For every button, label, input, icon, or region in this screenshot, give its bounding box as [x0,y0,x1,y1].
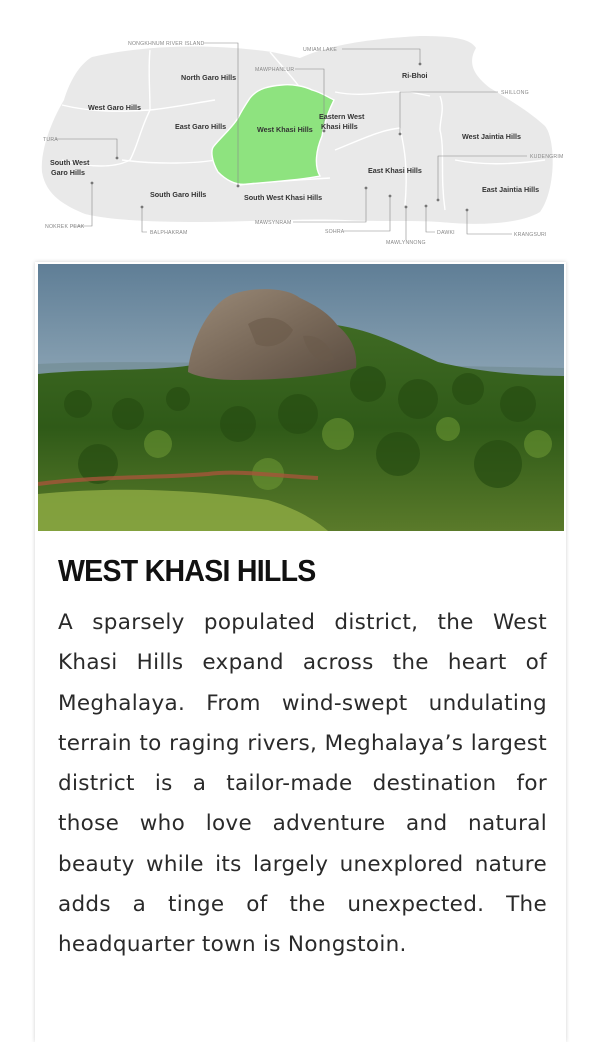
place-label: KRANGSURI [514,232,547,238]
district-label: West Garo Hills [88,103,141,112]
district-label: North Garo Hills [181,73,237,82]
meghalaya-district-map [0,0,597,250]
district-description: A sparsely populated district, the West Khasi Hills expand across the heart of Meghalaya. From wind-swept undulating terrain to raging rivers, Meghalaya’s largest district is a tailor-made destination for those who love adventure and natural beauty while its largely unexplored nature adds a tinge of the unexpected. The headquarter town is Nongstoin. [58,610,547,958]
district-label: Khasi Hills [321,122,358,131]
place-label: KUDENGRIM [530,154,564,160]
district-label: East Jaintia Hills [482,185,540,194]
place-label: TURA [43,137,58,143]
district-label: West Khasi Hills [257,125,313,134]
district-label: South Garo Hills [150,190,207,199]
district-label: Garo Hills [51,168,85,177]
place-label: MAWPHANLUR [255,67,295,73]
place-label: UMIAM LAKE [303,47,337,53]
place-label: SHILLONG [501,90,529,96]
place-label: NONGKHNUM RIVER ISLAND [128,41,205,47]
page-title: WEST KHASI HILLS [58,553,316,588]
place-label: BALPHAKRAM [150,230,188,236]
district-label: South West Khasi Hills [244,193,323,202]
district-label: Ri-Bhoi [402,71,428,80]
district-label: East Garo Hills [175,122,227,131]
place-label: DAWKI [437,230,455,236]
district-photo [38,264,564,531]
place-label: SOHRA [325,229,345,235]
district-label: Eastern West [319,112,365,121]
district-label: East Khasi Hills [368,166,422,175]
place-label: MAWLYNNONG [386,240,426,246]
place-label: NOKREK PEAK [45,224,85,230]
district-label: West Jaintia Hills [462,132,521,141]
place-label: MAWSYNRAM [255,220,292,226]
district-label: South West [50,158,90,167]
